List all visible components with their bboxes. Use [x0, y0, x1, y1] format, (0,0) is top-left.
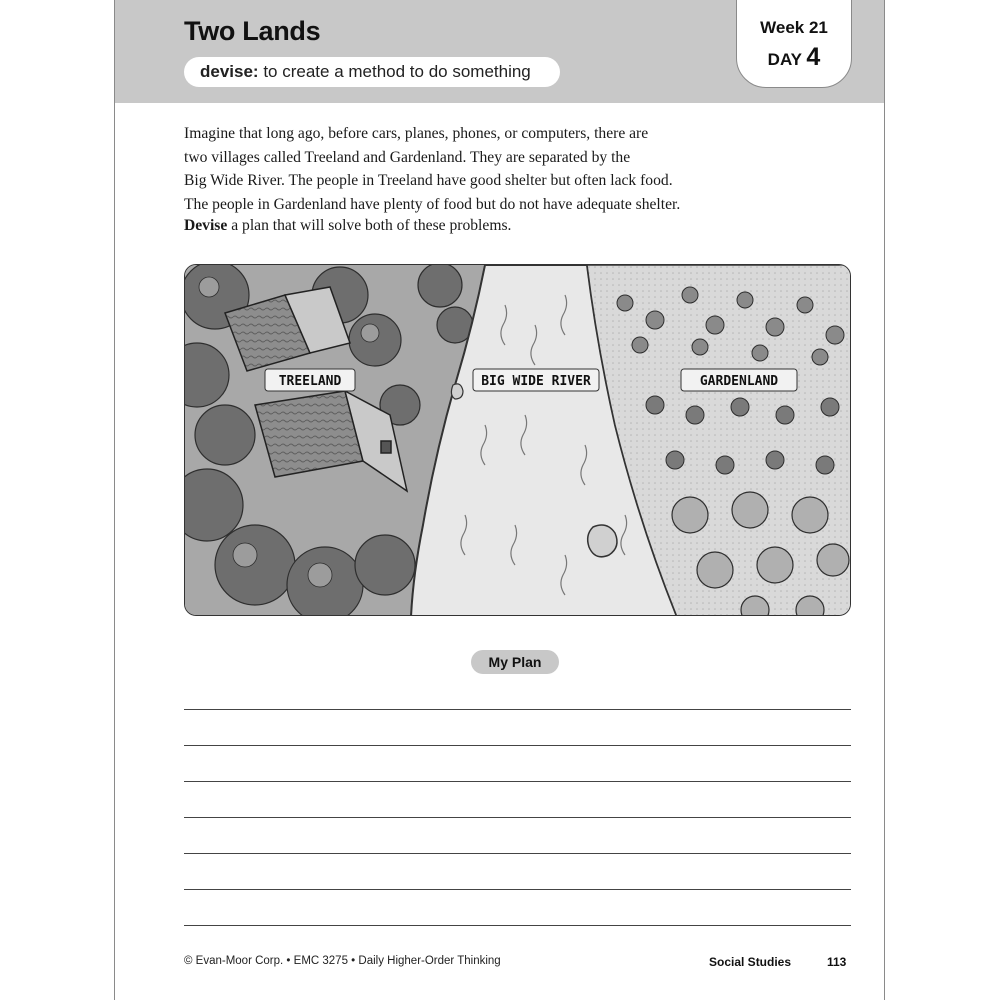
- instruction-keyword: Devise: [184, 217, 228, 234]
- vocabulary-pill: [184, 57, 560, 87]
- writing-line[interactable]: [184, 817, 851, 818]
- writing-line[interactable]: [184, 889, 851, 890]
- my-plan-label: My Plan: [471, 650, 559, 674]
- passage-line: Imagine that long ago, before cars, planes, phones, or computers, there are: [184, 125, 649, 142]
- week-day-tab: [736, 0, 852, 88]
- vocab-word: devise:: [200, 62, 259, 81]
- header-band: [115, 0, 884, 103]
- footer-subject: Social Studies: [709, 955, 792, 969]
- passage-line: two villages called Treeland and Gardenland. They are separated by the: [184, 148, 631, 166]
- writing-line[interactable]: [184, 709, 851, 710]
- instruction: [184, 217, 511, 235]
- passage-line: Big Wide River. The people in Treeland have good shelter but often lack food.: [184, 172, 673, 189]
- rock-icon: [588, 525, 617, 557]
- gardenland-label: GARDENLAND: [699, 374, 779, 389]
- writing-line[interactable]: [184, 925, 851, 926]
- river-label: BIG WIDE RIVER: [481, 374, 591, 389]
- passage: [184, 122, 744, 216]
- passage-line: The people in Gardenland have plenty of food but do not have adequate shelter.: [184, 195, 681, 213]
- instruction-text: a plan that will solve both of these problems.: [227, 217, 512, 234]
- worksheet-page: [114, 0, 885, 1000]
- day-word: DAY: [767, 50, 807, 69]
- writing-line[interactable]: [184, 745, 851, 746]
- week-label: Week 21: [760, 18, 828, 37]
- page-title: Two Lands: [184, 16, 321, 46]
- writing-line[interactable]: [184, 853, 851, 854]
- two-lands-illustration: [184, 264, 851, 616]
- day-number: 4: [806, 43, 821, 71]
- day-label: [737, 43, 851, 72]
- vocab-definition: to create a method to do something: [258, 62, 531, 81]
- writing-line[interactable]: [184, 781, 851, 782]
- footer-page-number: 113: [827, 955, 847, 969]
- footer-copyright: © Evan-Moor Corp. • EMC 3275 • Daily Higher-Order Thinking: [184, 955, 501, 967]
- treeland-label: TREELAND: [278, 374, 342, 389]
